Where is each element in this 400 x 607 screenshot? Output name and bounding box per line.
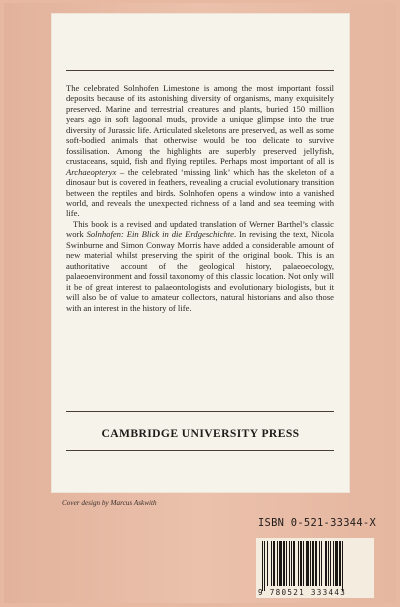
blurb-p1-text-a: The celebrated Solnhofen Limestone is among the most important fossil deposits because of its astonishing diversity of organisms, many exquisitely preserved. Marine and terrestrial creatures and plants, buried 150 million years ago in soft lagoonal muds, provide a unique glimpse into the true diversity of Jurassic life. Articulated skeletons are preserved, as well as some soft-bodied animals that otherwise would be too delicate to survive fossilisation. Among the highlights are superbly preserved jellyfish, crustaceans, squid, fish and flying reptiles. Perhaps most important of all is [66, 83, 334, 167]
blurb-paragraph-1 [66, 83, 334, 219]
barcode-bars [262, 541, 368, 591]
barcode [256, 538, 374, 598]
blurb-p2-text-b: . In revising the text, Nicola Swinburne and Simon Conway Morris have added a considerable amount of new material whilst preserving the spirit of the original book. This is an authoritative account of the geological history, palaeoecology, palaeoenvironment and fossil taxonomy of this classic location. Not only will it be of great interest to palaeontologists and evolutionary biologists, but it will also be of value to amateur collectors, natural historians and also those with an interest in the history of life. [66, 229, 334, 313]
publisher-rule-bottom [66, 450, 334, 451]
publisher-rule-top [66, 411, 334, 412]
publisher-name: CAMBRIDGE UNIVERSITY PRESS [101, 427, 300, 440]
blurb-p2-italic: Solnhofen: Ein Blick in die Erdgeschichte [86, 229, 234, 240]
blurb-p1-italic: Archaeopteryx [66, 166, 117, 177]
isbn-text: ISBN 0-521-33344-X [258, 517, 377, 529]
blurb-p1-text-b: – the celebrated ‘missing link’ which has the skeleton of a dinosaur but is covered in feathers, revealing a crucial evolutionary transition between the reptiles and birds. Solnhofen opens a window into a vanished world, and reveals the unexpected richness of a land and sea teeming with life. [66, 166, 334, 219]
top-rule [66, 70, 334, 71]
blurb-text [66, 83, 334, 313]
cover-design-credit: Cover design by Marcus Askwith [62, 499, 157, 507]
blurb-p2-text-a: This book is a revised and updated translation of Werner Barthel’s classic work [66, 218, 334, 240]
barcode-number: 9 780521 333443 [258, 588, 347, 597]
blurb-paragraph-2 [66, 219, 334, 313]
